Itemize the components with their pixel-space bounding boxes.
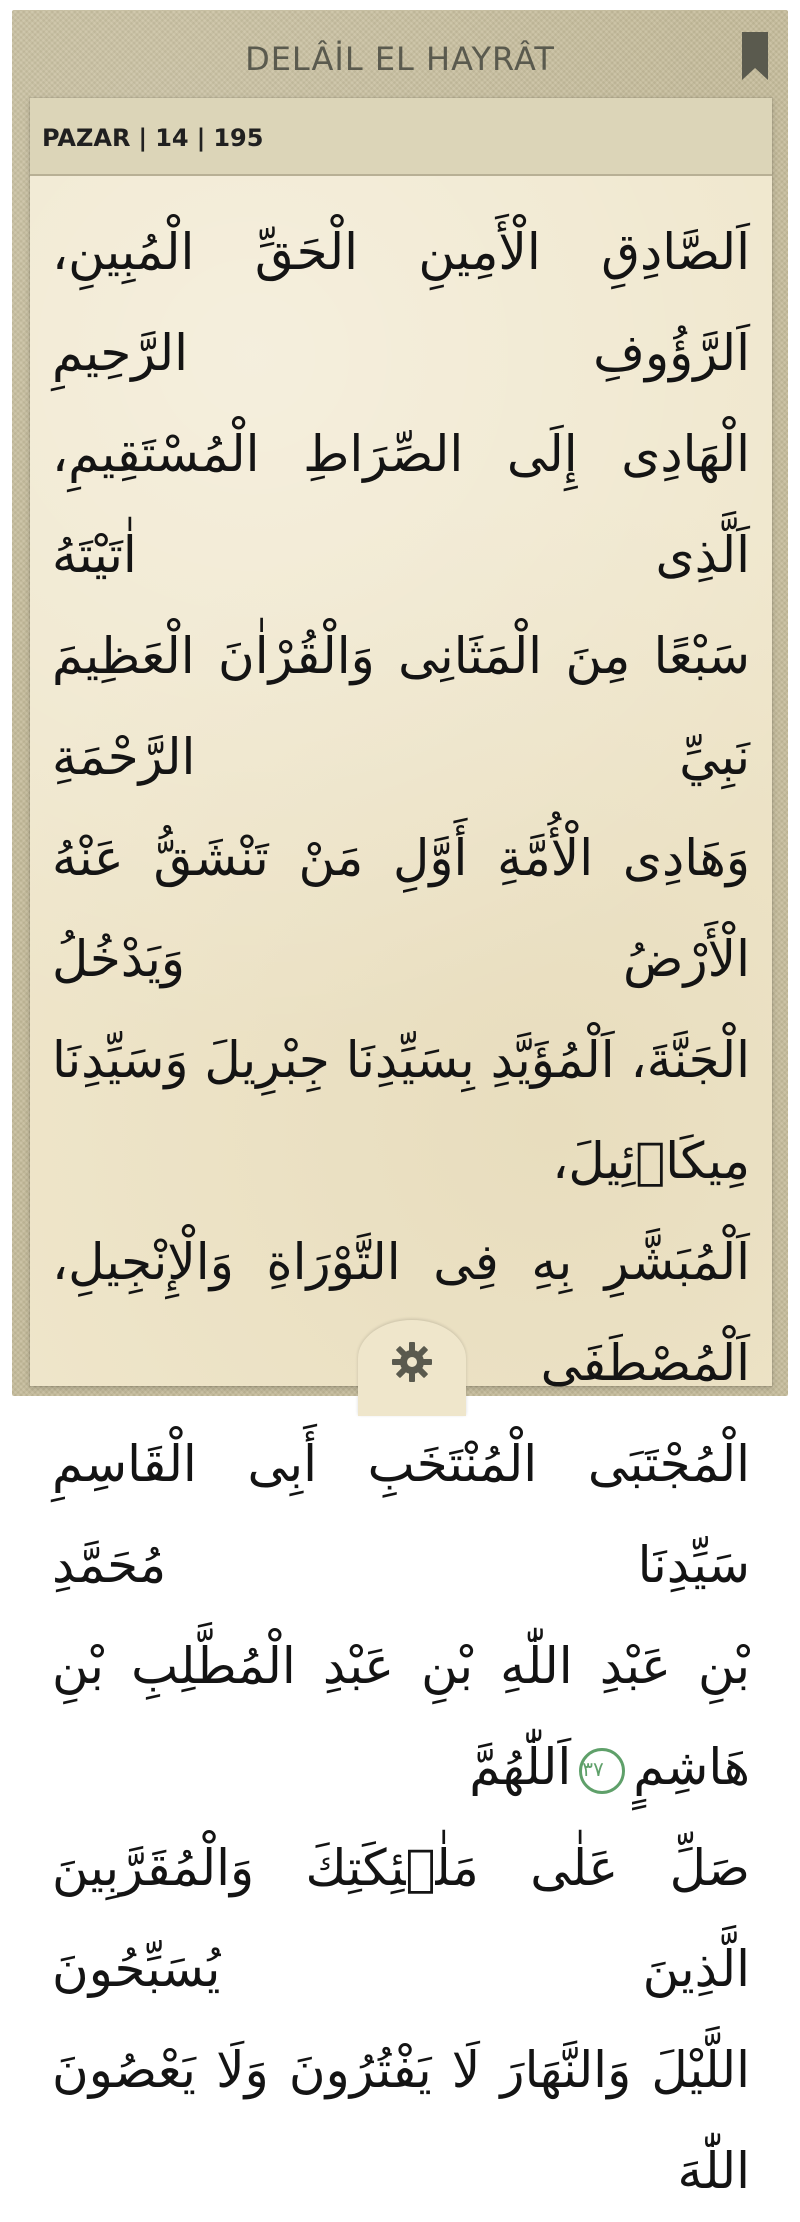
verse-line: سَبْعًا مِنَ الْمَثَانِى وَالْقُرْاٰنَ الْعَظِيمَ نَبِيِّ الرَّحْمَةِ (52, 627, 750, 786)
bookmark-icon[interactable] (740, 30, 770, 82)
verse-number-marker: ٣٧ (579, 1748, 625, 1794)
reading-page (30, 98, 772, 2200)
verse-line (52, 1616, 750, 1818)
verse-line: الْمُجْتَبَى الْمُنْتَخَبِ أَبِى الْقَاسِمِ سَيِّدِنَا مُحَمَّدِ (52, 1435, 750, 1594)
verse-line: اَلْمُبَشَّرِ بِهِ فِى التَّوْرَاةِ وَالْإِنْجِيلِ، اَلْمُصْطَفَى (52, 1233, 750, 1392)
gear-icon[interactable] (390, 1340, 434, 1384)
verse-line-part: بْنِ عَبْدِ اللّٰهِ بْنِ عَبْدِ الْمُطَّلِبِ بْنِ هَاشِمٍ (52, 1637, 750, 1796)
app-frame (12, 10, 788, 2200)
page-header (30, 98, 772, 176)
verse-line-part: اَللّٰهُمَّ (469, 1738, 572, 1796)
verse-line: اَلصَّادِقِ الْأَمِينِ الْحَقِّ الْمُبِينِ، اَلرَّؤُوفِ الرَّحِيمِ (52, 223, 750, 382)
day-label: PAZAR (42, 124, 131, 152)
section-number: 14 (155, 124, 189, 152)
verse-line: الْهَادِى إِلَى الصِّرَاطِ الْمُسْتَقِيمِ، اَلَّذِى اٰتَيْتَهُ (52, 425, 750, 584)
verse-line: اللَّيْلَ وَالنَّهَارَ لَا يَفْتُرُونَ وَلَا يَعْصُونَ اللّٰهَ (52, 2041, 750, 2200)
verse-line: صَلِّ عَلٰى مَلٰۤئِكَتِكَ وَالْمُقَرَّبِينَ الَّذِينَ يُسَبِّحُونَ (52, 1839, 750, 1998)
page-info: PAZAR | 14 | 195 (42, 124, 264, 152)
settings-button[interactable] (358, 1320, 466, 1416)
app-title: DELÂİL EL HAYRÂT (245, 40, 555, 78)
verse-text (30, 202, 772, 2222)
page-number: 195 (213, 124, 264, 152)
verse-line: الْجَنَّةَ، اَلْمُؤَيَّدِ بِسَيِّدِنَا جِبْرِيلَ وَسَيِّدِنَا مِيكَاۤئِيلَ، (52, 1031, 750, 1190)
verse-line: وَهَادِى الْأُمَّةِ أَوَّلِ مَنْ تَنْشَقُّ عَنْهُ الْأَرْضُ وَيَدْخُلُ (52, 829, 750, 988)
